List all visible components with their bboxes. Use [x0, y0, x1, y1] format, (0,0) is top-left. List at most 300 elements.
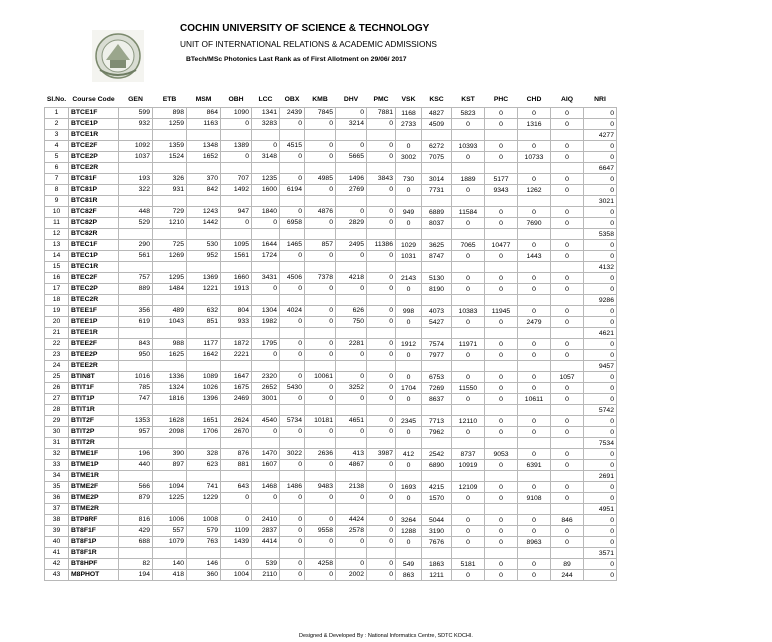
rank-cell	[305, 163, 336, 174]
rank-cell: 4515	[280, 141, 305, 152]
rank-cell: 2733	[396, 119, 422, 130]
rank-cell: 244	[551, 570, 584, 581]
rank-cell	[396, 438, 422, 449]
rank-cell: 0	[551, 526, 584, 537]
rank-cell	[336, 262, 367, 273]
rank-cell: 747	[119, 394, 153, 405]
table-row	[45, 317, 617, 328]
rank-cell	[367, 196, 396, 207]
course-code-cell: BTIT1P	[69, 394, 119, 405]
column-header-obh: OBH	[228, 96, 244, 103]
rank-cell: 1210	[153, 218, 187, 229]
rank-cell: 763	[187, 537, 221, 548]
sl-no-cell: 36	[45, 493, 69, 504]
rank-cell: 1816	[153, 394, 187, 405]
table-row	[45, 383, 617, 394]
rank-cell: 2495	[336, 240, 367, 251]
rank-cell: 0	[584, 570, 617, 581]
rank-cell	[153, 438, 187, 449]
course-code-cell: BTC81P	[69, 185, 119, 196]
rank-cell	[119, 361, 153, 372]
rank-cell: 1229	[187, 493, 221, 504]
rank-cell: 7845	[305, 108, 336, 119]
sl-no-cell: 40	[45, 537, 69, 548]
course-code-cell: BTEE2R	[69, 361, 119, 372]
rank-cell: 857	[305, 240, 336, 251]
rank-cell: 0	[485, 251, 518, 262]
rank-cell: 549	[396, 559, 422, 570]
rank-cell: 1652	[187, 152, 221, 163]
rank-cell: 7574	[422, 339, 452, 350]
rank-cell: 0	[280, 350, 305, 361]
rank-cell: 0	[336, 493, 367, 504]
rank-cell: 785	[119, 383, 153, 394]
rank-cell: 0	[367, 350, 396, 361]
rank-cell: 9483	[305, 482, 336, 493]
rank-cell: 11945	[485, 306, 518, 317]
rank-cell: 3625	[422, 240, 452, 251]
rank-cell	[187, 361, 221, 372]
table-row	[45, 405, 617, 416]
rank-cell: 0	[485, 273, 518, 284]
rank-cell	[485, 295, 518, 306]
sl-no-cell: 11	[45, 218, 69, 229]
rank-cell: 0	[305, 141, 336, 152]
rank-cell: 0	[452, 537, 485, 548]
rank-cell: 0	[485, 218, 518, 229]
rank-cell: 1660	[221, 273, 252, 284]
rank-cell	[187, 548, 221, 559]
rank-cell: 0	[518, 141, 551, 152]
rank-cell	[305, 130, 336, 141]
rank-cell: 0	[518, 372, 551, 383]
rank-cell: 4651	[336, 416, 367, 427]
rank-cell	[119, 262, 153, 273]
sl-no-cell: 21	[45, 328, 69, 339]
last-rank-table	[44, 92, 617, 581]
rank-cell: 0	[280, 174, 305, 185]
rank-cell: 4073	[422, 306, 452, 317]
rank-cell: 0	[280, 207, 305, 218]
sl-no-cell: 1	[45, 108, 69, 119]
rank-cell: 0	[305, 251, 336, 262]
table-row	[45, 185, 617, 196]
rank-cell: 0	[252, 141, 280, 152]
rank-cell: 1486	[280, 482, 305, 493]
rank-cell: 0	[336, 141, 367, 152]
rank-cell: 1889	[452, 174, 485, 185]
rank-cell: 0	[485, 394, 518, 405]
rank-cell: 0	[485, 526, 518, 537]
rank-cell	[280, 295, 305, 306]
rank-cell: 4867	[336, 460, 367, 471]
rank-cell: 418	[153, 570, 187, 581]
rank-cell: 0	[280, 460, 305, 471]
rank-cell: 1704	[396, 383, 422, 394]
rank-cell: 0	[280, 570, 305, 581]
rank-cell: 0	[367, 306, 396, 317]
rank-cell: 0	[280, 559, 305, 570]
table-row	[45, 306, 617, 317]
rank-cell: 0	[280, 372, 305, 383]
rank-cell	[187, 163, 221, 174]
rank-cell: 0	[452, 284, 485, 295]
rank-cell: 1090	[221, 108, 252, 119]
sl-no-cell: 39	[45, 526, 69, 537]
sl-no-cell: 35	[45, 482, 69, 493]
table-row	[45, 350, 617, 361]
rank-cell: 1468	[252, 482, 280, 493]
rank-cell	[452, 471, 485, 482]
rank-cell: 0	[452, 526, 485, 537]
course-code-cell: BTEE2P	[69, 350, 119, 361]
rank-cell	[551, 471, 584, 482]
rank-cell: 1094	[153, 482, 187, 493]
rank-cell: 0	[551, 482, 584, 493]
rank-cell: 0	[551, 339, 584, 350]
sl-no-cell: 34	[45, 471, 69, 482]
sl-no-cell: 29	[45, 416, 69, 427]
rank-cell: 0	[367, 141, 396, 152]
rank-cell: 0	[305, 339, 336, 350]
rank-cell: 448	[119, 207, 153, 218]
rank-cell: 6194	[280, 185, 305, 196]
rank-cell: 952	[187, 251, 221, 262]
rank-cell: 0	[518, 284, 551, 295]
rank-cell: 7676	[422, 537, 452, 548]
rank-cell: 0	[367, 460, 396, 471]
rank-cell: 6958	[280, 218, 305, 229]
rank-cell: 4414	[252, 537, 280, 548]
rank-cell: 0	[551, 537, 584, 548]
table-row	[45, 438, 617, 449]
rank-cell	[396, 328, 422, 339]
sl-no-cell: 7	[45, 174, 69, 185]
rank-cell: 194	[119, 570, 153, 581]
rank-cell	[396, 229, 422, 240]
rank-cell	[252, 438, 280, 449]
rank-cell: 0	[551, 317, 584, 328]
table-row	[45, 471, 617, 482]
rank-cell	[551, 130, 584, 141]
rank-cell	[280, 548, 305, 559]
rank-cell	[221, 361, 252, 372]
rank-cell: 0	[584, 185, 617, 196]
sl-no-cell: 5	[45, 152, 69, 163]
rank-cell	[336, 548, 367, 559]
rank-cell: 0	[221, 119, 252, 130]
rank-cell	[153, 229, 187, 240]
rank-cell	[153, 262, 187, 273]
course-code-cell: BTIT2P	[69, 427, 119, 438]
rank-cell: 0	[280, 537, 305, 548]
column-header-etb: ETB	[162, 96, 177, 103]
rank-cell	[280, 328, 305, 339]
table-row	[45, 504, 617, 515]
rank-cell: 1316	[518, 119, 551, 130]
rank-cell: 1043	[153, 317, 187, 328]
rank-cell: 0	[367, 383, 396, 394]
table-row	[45, 130, 617, 141]
rank-cell: 1647	[221, 372, 252, 383]
rank-cell: 0	[485, 570, 518, 581]
rank-cell: 0	[452, 185, 485, 196]
rank-cell: 10061	[305, 372, 336, 383]
rank-cell: 0	[485, 141, 518, 152]
sl-no-cell: 15	[45, 262, 69, 273]
rank-cell: 429	[119, 526, 153, 537]
column-header-aiq: AIQ	[560, 96, 574, 103]
rank-cell	[252, 229, 280, 240]
rank-cell	[153, 548, 187, 559]
rank-cell	[187, 262, 221, 273]
sl-no-cell: 43	[45, 570, 69, 581]
rank-cell	[252, 328, 280, 339]
sl-no-cell: 23	[45, 350, 69, 361]
rank-cell	[452, 262, 485, 273]
column-header-course-code: Course Code	[72, 96, 115, 103]
course-code-cell: M8PHOT	[69, 570, 119, 581]
course-code-cell: BTCE2F	[69, 141, 119, 152]
rank-cell: 0	[584, 449, 617, 460]
rank-cell: 566	[119, 482, 153, 493]
course-code-cell: BT8F1R	[69, 548, 119, 559]
rank-cell	[252, 196, 280, 207]
rank-cell: 2691	[584, 471, 617, 482]
rank-cell: 2410	[252, 515, 280, 526]
column-header-lcc: LCC	[258, 96, 273, 103]
rank-cell: 0	[485, 493, 518, 504]
rank-cell	[518, 130, 551, 141]
course-code-cell: BTC82F	[69, 207, 119, 218]
rank-cell: 0	[485, 383, 518, 394]
rank-cell: 0	[396, 537, 422, 548]
rank-cell	[367, 130, 396, 141]
table-row	[45, 548, 617, 559]
rank-cell	[305, 295, 336, 306]
rank-cell: 0	[518, 306, 551, 317]
rank-cell	[422, 262, 452, 273]
course-code-cell: BTEC2F	[69, 273, 119, 284]
rank-cell: 0	[280, 526, 305, 537]
rank-cell: 10383	[452, 306, 485, 317]
rank-cell	[221, 504, 252, 515]
sl-no-cell: 30	[45, 427, 69, 438]
course-code-cell: BTIT1F	[69, 383, 119, 394]
rank-cell: 842	[187, 185, 221, 196]
sl-no-cell: 4	[45, 141, 69, 152]
rank-cell: 876	[221, 449, 252, 460]
rank-cell	[485, 130, 518, 141]
rank-cell: 0	[305, 152, 336, 163]
rank-cell: 0	[518, 482, 551, 493]
rank-cell	[187, 504, 221, 515]
rank-cell	[280, 163, 305, 174]
rank-cell	[551, 163, 584, 174]
rank-cell: 0	[452, 152, 485, 163]
rank-cell	[252, 548, 280, 559]
table-row	[45, 108, 617, 119]
rank-cell: 4024	[280, 306, 305, 317]
rank-cell: 0	[485, 284, 518, 295]
rank-cell	[551, 229, 584, 240]
rank-cell: 950	[119, 350, 153, 361]
rank-cell: 0	[280, 339, 305, 350]
column-header-kmb: KMB	[312, 96, 328, 103]
rank-cell	[305, 405, 336, 416]
rank-cell	[518, 438, 551, 449]
rank-cell: 1269	[153, 251, 187, 262]
rank-cell: 0	[584, 251, 617, 262]
rank-cell: 0	[305, 537, 336, 548]
rank-cell: 1341	[252, 108, 280, 119]
rank-cell: 0	[485, 559, 518, 570]
table-row	[45, 119, 617, 130]
rank-cell: 5358	[584, 229, 617, 240]
rank-cell	[518, 196, 551, 207]
course-code-cell: BTME2P	[69, 493, 119, 504]
rank-cell: 4540	[252, 416, 280, 427]
rank-cell: 626	[336, 306, 367, 317]
rank-cell: 0	[396, 317, 422, 328]
rank-cell: 0	[584, 537, 617, 548]
rank-cell: 0	[518, 449, 551, 460]
rank-cell	[551, 196, 584, 207]
rank-cell: 1912	[396, 339, 422, 350]
rank-cell: 0	[518, 427, 551, 438]
rank-cell: 328	[187, 449, 221, 460]
column-header-obx: OBX	[284, 96, 300, 103]
rank-cell: 757	[119, 273, 153, 284]
rank-cell: 0	[551, 185, 584, 196]
rank-cell: 11550	[452, 383, 485, 394]
rank-cell: 0	[221, 493, 252, 504]
sl-no-cell: 18	[45, 295, 69, 306]
rank-cell: 2281	[336, 339, 367, 350]
rank-cell: 1389	[221, 141, 252, 152]
course-code-cell: BT8HPF	[69, 559, 119, 570]
rank-cell: 0	[485, 207, 518, 218]
rank-cell	[153, 504, 187, 515]
rank-cell	[367, 361, 396, 372]
rank-cell: 5430	[280, 383, 305, 394]
rank-cell: 0	[452, 273, 485, 284]
rank-cell: 730	[396, 174, 422, 185]
rank-cell	[518, 504, 551, 515]
rank-cell: 0	[367, 515, 396, 526]
rank-cell: 879	[119, 493, 153, 504]
rank-cell: 0	[367, 119, 396, 130]
course-code-cell: BTEC1F	[69, 240, 119, 251]
table-row	[45, 427, 617, 438]
rank-cell: 0	[280, 427, 305, 438]
rank-cell: 9457	[584, 361, 617, 372]
rank-cell: 0	[485, 482, 518, 493]
rank-cell: 0	[485, 427, 518, 438]
rank-cell	[485, 196, 518, 207]
rank-cell: 6889	[422, 207, 452, 218]
rank-cell	[551, 262, 584, 273]
rank-cell: 0	[367, 559, 396, 570]
course-code-cell: BTC81R	[69, 196, 119, 207]
rank-cell	[336, 196, 367, 207]
rank-cell: 8637	[422, 394, 452, 405]
rank-cell: 2138	[336, 482, 367, 493]
rank-cell: 1006	[153, 515, 187, 526]
rank-cell: 0	[518, 273, 551, 284]
rank-cell: 0	[367, 251, 396, 262]
rank-cell: 688	[119, 537, 153, 548]
rank-cell: 0	[551, 350, 584, 361]
rank-cell	[221, 548, 252, 559]
rank-cell: 12110	[452, 416, 485, 427]
rank-cell: 2002	[336, 570, 367, 581]
course-code-cell: BTEC1P	[69, 251, 119, 262]
rank-cell: 1795	[252, 339, 280, 350]
column-header-pmc: PMC	[373, 96, 389, 103]
rank-cell: 1651	[187, 416, 221, 427]
sl-no-cell: 20	[45, 317, 69, 328]
rank-cell	[119, 504, 153, 515]
column-header-sl-no: Sl.No.	[46, 96, 67, 103]
rank-cell: 7977	[422, 350, 452, 361]
rank-cell: 957	[119, 427, 153, 438]
rank-cell: 0	[305, 493, 336, 504]
rank-cell	[119, 548, 153, 559]
rank-cell: 725	[153, 240, 187, 251]
rank-cell: 4506	[280, 273, 305, 284]
rank-cell: 2098	[153, 427, 187, 438]
rank-cell: 0	[518, 240, 551, 251]
rank-cell: 0	[367, 152, 396, 163]
rank-cell: 0	[252, 350, 280, 361]
rank-cell	[153, 471, 187, 482]
rank-cell: 998	[396, 306, 422, 317]
rank-cell: 1057	[551, 372, 584, 383]
rank-cell: 0	[551, 493, 584, 504]
table-row	[45, 196, 617, 207]
rank-cell: 5734	[280, 416, 305, 427]
rank-cell: 0	[367, 372, 396, 383]
rank-cell	[252, 405, 280, 416]
course-code-cell: BTIT2F	[69, 416, 119, 427]
rank-cell	[422, 328, 452, 339]
rank-cell: 0	[221, 152, 252, 163]
course-code-cell: BTIN8T	[69, 372, 119, 383]
rank-cell: 6890	[422, 460, 452, 471]
rank-cell	[422, 438, 452, 449]
rank-cell: 0	[336, 394, 367, 405]
rank-cell: 1396	[187, 394, 221, 405]
rank-cell: 1288	[396, 526, 422, 537]
course-code-cell: BTCE1F	[69, 108, 119, 119]
rank-cell	[518, 229, 551, 240]
rank-cell	[485, 361, 518, 372]
rank-cell: 0	[551, 284, 584, 295]
rank-cell: 0	[551, 119, 584, 130]
column-header-chd: CHD	[526, 96, 542, 103]
rank-cell	[187, 295, 221, 306]
rank-cell: 412	[396, 449, 422, 460]
rank-cell: 0	[584, 152, 617, 163]
table-row	[45, 152, 617, 163]
rank-cell: 1348	[187, 141, 221, 152]
rank-cell	[452, 361, 485, 372]
table-body	[45, 108, 617, 581]
rank-cell: 0	[584, 240, 617, 251]
rank-cell: 0	[336, 372, 367, 383]
rank-cell: 2469	[221, 394, 252, 405]
